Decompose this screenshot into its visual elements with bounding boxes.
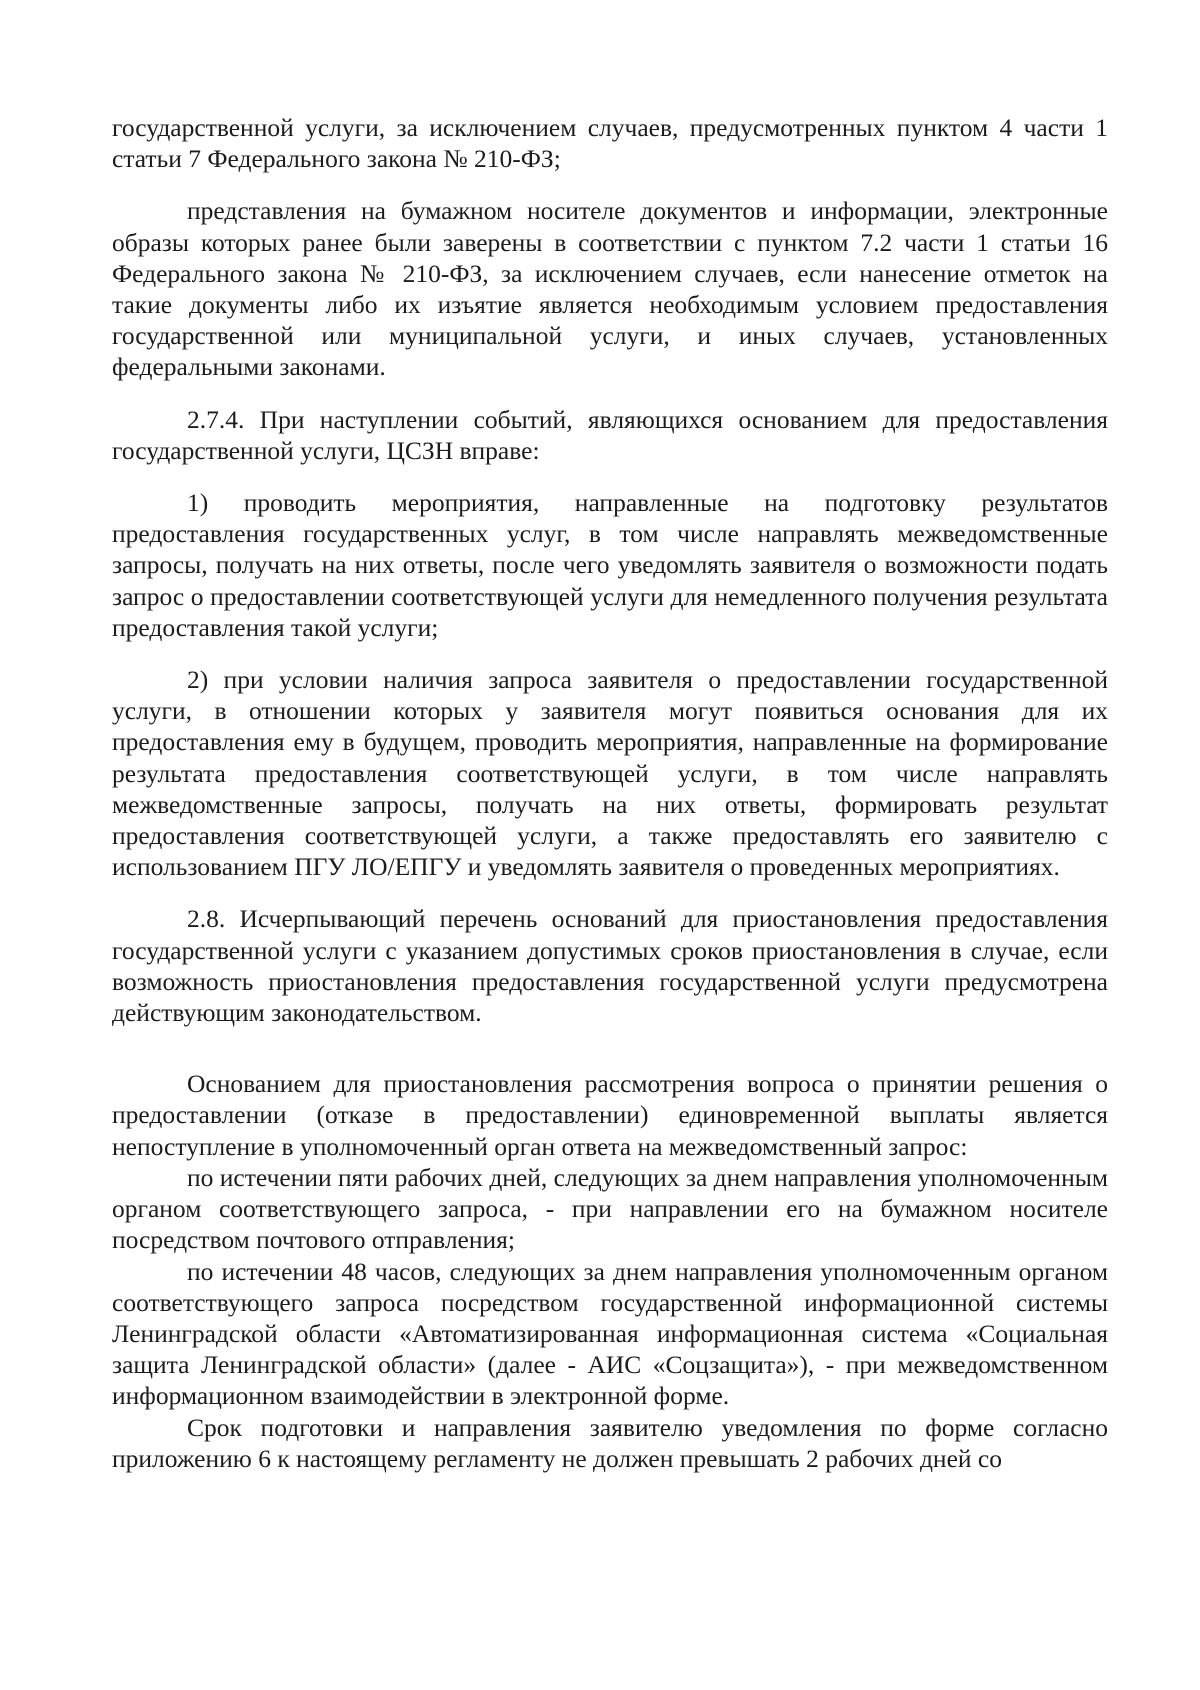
paragraph-suspension-grounds: Основанием для приостановления рассмотрения вопроса о принятии решения о предоставлении (отказе в предоставлении) единовременной выплаты является непоступление в уполномоченный орган ответа на межведомственный запрос: — [112, 1069, 1108, 1161]
paragraph-item-2: 2) при условии наличия запроса заявителя о предоставлении государственной услуги, в отношении которых у заявителя могут появиться основания для их предоставления ему в будущем, проводить мероприятия, направленные на формирование результата предоставления соответствующей услуги, в том числе направлять межведомственные запросы, получать на них ответы, формировать результат предоставления соответствующей услуги, а также предоставлять его заявителю с использованием ПГУ ЛО/ЕПГУ и уведомлять заявителя о проведенных мероприятиях. — [112, 665, 1108, 882]
paragraph-continuation: государственной услуги, за исключением случаев, предусмотренных пунктом 4 части 1 статьи 7 Федерального закона № 210-ФЗ; — [112, 113, 1108, 174]
paragraph-item-1: 1) проводить мероприятия, направленные на подготовку результатов предоставления государственных услуг, в том числе направлять межведомственные запросы, получать на них ответы, после чего уведомлять заявителя о возможности подать запрос о предоставлении соответствующей услуги для немедленного получения результата предоставления такой услуги; — [112, 488, 1108, 642]
paragraph-paper-documents: представления на бумажном носителе документов и информации, электронные образы которых ранее были заверены в соответствии с пунктом 7.2 части 1 статьи 16 Федерального закона № 210-ФЗ, за исключением случаев, если нанесение отметок на такие документы либо их изъятие является необходимым условием предоставления государственной или муниципальной услуги, и иных случаев, установленных федеральными законами. — [112, 196, 1108, 382]
paragraph-2-8: 2.8. Исчерпывающий перечень оснований для приостановления предоставления государственной услуги с указанием допустимых сроков приостановления в случае, если возможность приостановления предоставления государственной услуги предусмотрена действующим законодательством. — [112, 904, 1108, 1028]
paragraph-48-hours: по истечении 48 часов, следующих за днем направления уполномоченным органом соответствующего запроса посредством государственной информационной системы Ленинградской области «Автоматизированная информационная система «Социальная защита Ленинградской области» (далее - АИС «Соцзащита»), - при межведомственном информационном взаимодействии в электронной форме. — [112, 1256, 1108, 1411]
paragraph-2-7-4: 2.7.4. При наступлении событий, являющихся основанием для предоставления государственной услуги, ЦСЗН вправе: — [112, 404, 1108, 465]
paragraph-notification-deadline: Срок подготовки и направления заявителю уведомления по форме согласно приложению 6 к настоящему регламенту не должен превышать 2 рабочих дней со — [112, 1412, 1108, 1473]
paragraph-five-days: по истечении пяти рабочих дней, следующих за днем направления уполномоченным органом соответствующего запроса, - при направлении его на бумажном носителе посредством почтового отправления; — [112, 1162, 1108, 1255]
